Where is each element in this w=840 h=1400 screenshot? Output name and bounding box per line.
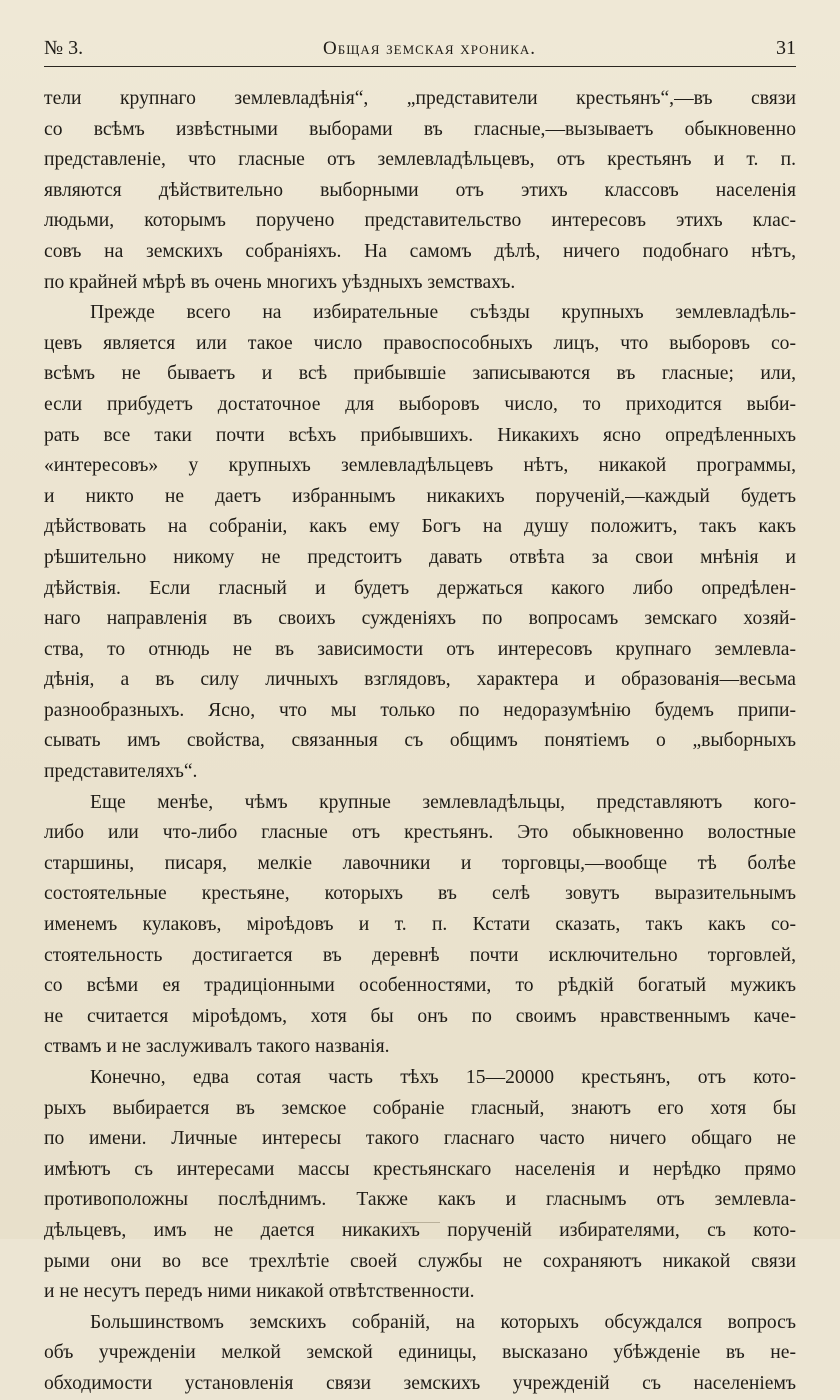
text-line: дѣйствія. Если гласный и будетъ держаться какого либо опредѣлен- <box>44 577 796 599</box>
text-line: со всѣмъ извѣстными выборами въ гласные,—вызываетъ обыкновенно <box>44 118 796 140</box>
text-line: имѣютъ съ интересами массы крестьянскаго населенія и нерѣдко прямо <box>44 1158 796 1180</box>
text-line: ствамъ и не заслуживалъ такого названія. <box>44 1036 390 1058</box>
text-line: цевъ является или такое число правоспособныхъ лицъ, что выборовъ со- <box>44 332 796 354</box>
text-line: если прибудетъ достаточное для выборовъ число, то приходится выби- <box>44 393 796 415</box>
text-line: дѣнія, а въ силу личныхъ взглядовъ, характера и образованія—весьма <box>44 669 796 691</box>
text-line: и не несутъ передъ ними никакой отвѣтственности. <box>44 1281 475 1303</box>
text-line: дѣльцевъ, имъ не дается никакихъ порученій избирателями, съ кото- <box>44 1219 796 1241</box>
text-line: именемъ кулаковъ, міроѣдовъ и т. п. Кстати сказать, такъ какъ со- <box>44 914 796 936</box>
text-line: людьми, которымъ поручено представительство интересовъ этихъ клас- <box>44 210 796 232</box>
text-line: «интересовъ» у крупныхъ землевладѣльцевъ нѣтъ, никакой программы, <box>44 455 796 477</box>
text-line: рыхъ выбирается въ земское собраніе гласный, знаютъ его хотя бы <box>44 1097 796 1119</box>
text-line: объ учрежденіи мелкой земской единицы, высказано убѣжденіе въ не- <box>44 1342 796 1364</box>
text-line: состоятельные крестьяне, которыхъ въ селѣ зовутъ выразительнымъ <box>44 883 796 905</box>
text-line: представителяхъ“. <box>44 761 198 783</box>
text-line: Конечно, едва сотая часть тѣхъ 15—20000 крестьянъ, отъ кото- <box>90 1067 796 1088</box>
text-line: Еще менѣе, чѣмъ крупные землевладѣльцы, представляютъ кого- <box>90 791 796 813</box>
text-line: не считается міроѣдомъ, хотя бы онъ по своимъ нравственнымъ каче- <box>44 1005 796 1027</box>
text-line: тели крупнаго землевладѣнія“, „представители крестьянъ“,—въ связи <box>44 88 796 109</box>
text-line: являются дѣйствительно выборными отъ этихъ классовъ населенія <box>44 179 796 201</box>
text-line: по имени. Личные интересы такого гласнаго часто ничего общаго не <box>44 1128 796 1150</box>
body-text <box>44 84 796 1400</box>
text-line: рѣшительно никому не предстоитъ давать отвѣта за свои мнѣнія и <box>44 546 796 568</box>
text-line: совъ на земскихъ собраніяхъ. На самомъ дѣлѣ, ничего подобнаго нѣтъ, <box>44 240 796 262</box>
page-number: 31 <box>776 37 796 59</box>
text-line: представленіе, что гласные отъ землевладѣльцевъ, отъ крестьянъ и т. п. <box>44 149 796 171</box>
text-line: со всѣми ея традиціонными особенностями, то рѣдкій богатый мужикъ <box>44 975 796 997</box>
text-line: ства, то отнюдь не въ зависимости отъ интересовъ крупнаго землевла- <box>44 638 796 660</box>
text-line: Прежде всего на избирательные съѣзды крупныхъ землевладѣль- <box>90 302 796 324</box>
text-line: и никто не даетъ избраннымъ никакихъ порученій,—каждый будетъ <box>44 485 796 507</box>
text-line: сывать имъ свойства, связанныя съ общимъ понятіемъ о „выборныхъ <box>44 730 796 752</box>
text-line: рать все таки почти всѣхъ прибывшихъ. Никакихъ ясно опредѣленныхъ <box>44 424 796 446</box>
text-line: противоположны послѣднимъ. Также какъ и гласнымъ отъ землевла- <box>44 1189 796 1211</box>
text-line: либо или что-либо гласные отъ крестьянъ. Это обыкновенно волостные <box>44 822 796 844</box>
bottom-mark <box>400 1222 440 1223</box>
running-title: Общая земская хроника. <box>323 38 537 59</box>
text-line: стоятельность достигается въ деревнѣ почти исключительно торговлей, <box>44 944 796 966</box>
text-line: дѣйствовать на собраніи, какъ ему Богъ на душу положитъ, такъ какъ <box>44 516 796 538</box>
text-line: старшины, писаря, мелкіе лавочники и торговцы,—вообще тѣ болѣе <box>44 852 796 874</box>
text-line: по крайней мѣрѣ въ очень многихъ уѣздныхъ земствахъ. <box>44 271 516 293</box>
text-line: всѣмъ не бываетъ и всѣ прибывшіе записываются въ гласные; или, <box>44 363 796 385</box>
running-header <box>44 30 796 60</box>
header-rule <box>44 66 796 67</box>
text-line: Большинствомъ земскихъ собраній, на которыхъ обсуждался вопросъ <box>90 1311 796 1333</box>
text-line: наго направленія въ своихъ сужденіяхъ по вопросамъ земскаго хозяй- <box>44 608 796 630</box>
text-line: рыми они во все трехлѣтіе своей службы не сохраняютъ никакой связи <box>44 1250 796 1272</box>
text-line: разнообразныхъ. Ясно, что мы только по недоразумѣнію будемъ припи- <box>44 699 796 721</box>
text-line: обходимости установленія связи земскихъ учрежденій съ населеніемъ <box>44 1372 796 1394</box>
issue-number: № 3. <box>44 37 84 59</box>
